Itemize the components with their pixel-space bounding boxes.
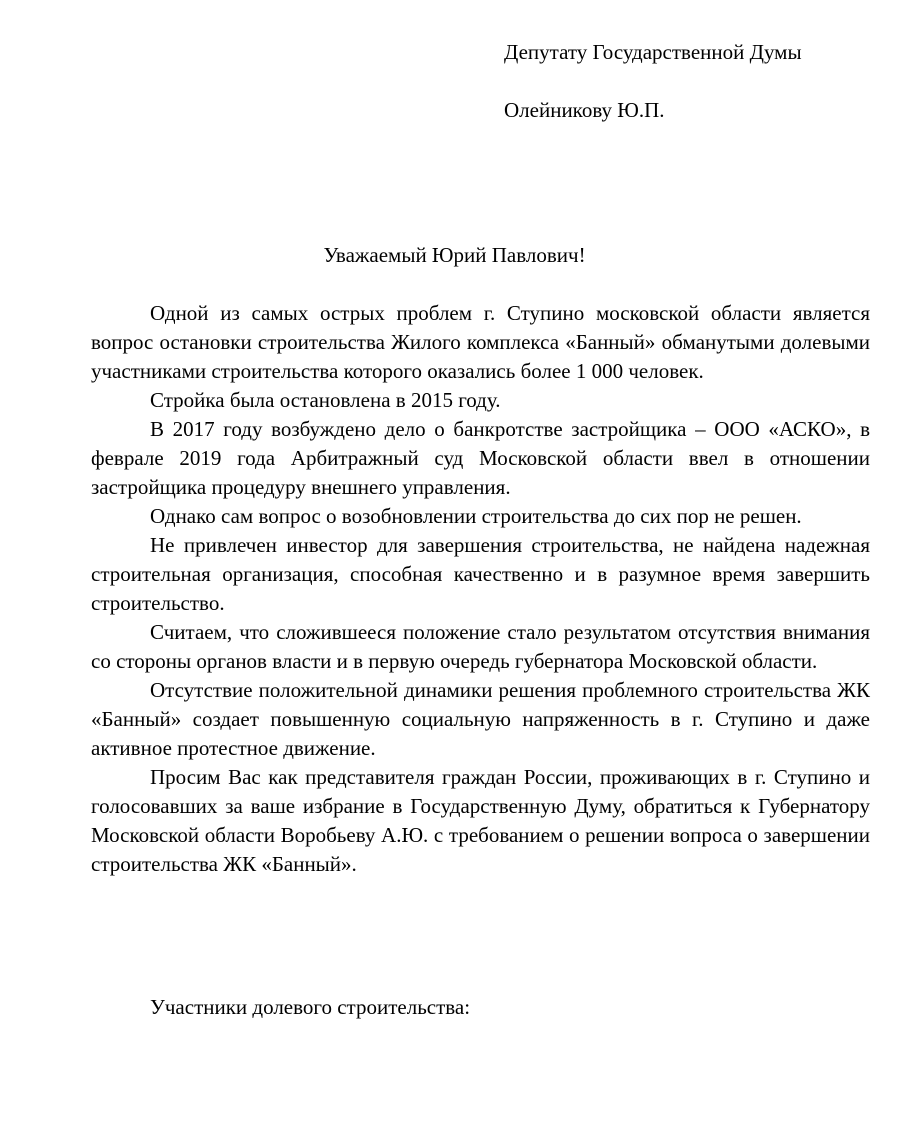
addressee-position: Депутату Государственной Думы (504, 40, 802, 64)
paragraph-problem: Одной из самых острых проблем г. Ступино московской области является вопрос остановки строительства Жилого комплекса «Банный» обманутыми долевыми участниками строительства которого оказались более 1 000 человек. (91, 301, 870, 383)
signature-line: Участники долевого строительства: (150, 995, 471, 1019)
paragraph-request: Просим Вас как представителя граждан России, проживающих в г. Ступино и голосовавших за ваше избрание в Государственную Думу, обратиться к Губернатору Московской области Воробьеву А.Ю. с требованием о решении вопроса о завершении строительства ЖК «Банный». (91, 765, 870, 876)
addressee-name: Олейникову Ю.П. (504, 98, 665, 122)
paragraph-authorities: Считаем, что сложившееся положение стало результатом отсутствия внимания со стороны органов власти и в первую очередь губернатора Московской области. (91, 620, 870, 673)
paragraph-bankruptcy: В 2017 году возбуждено дело о банкротстве застройщика – ООО «АСКО», в феврале 2019 года Арбитражный суд Московской области ввел в отношении застройщика процедуру внешнего управления. (91, 417, 870, 499)
paragraph-stopped: Стройка была остановлена в 2015 году. (150, 388, 501, 412)
letter-body (91, 299, 870, 879)
paragraph-social-tension: Отсутствие положительной динамики решения проблемного строительства ЖК «Банный» создает повышенную социальную напряженность в г. Ступино и даже активное протестное движение. (91, 678, 870, 760)
salutation: Уважаемый Юрий Павлович! (323, 243, 586, 267)
paragraph-unresolved: Однако сам вопрос о возобновлении строительства до сих пор не решен. (150, 504, 802, 528)
paragraph-no-investor: Не привлечен инвестор для завершения строительства, не найдена надежная строительная организация, способная качественно и в разумное время завершить строительство. (91, 533, 870, 615)
